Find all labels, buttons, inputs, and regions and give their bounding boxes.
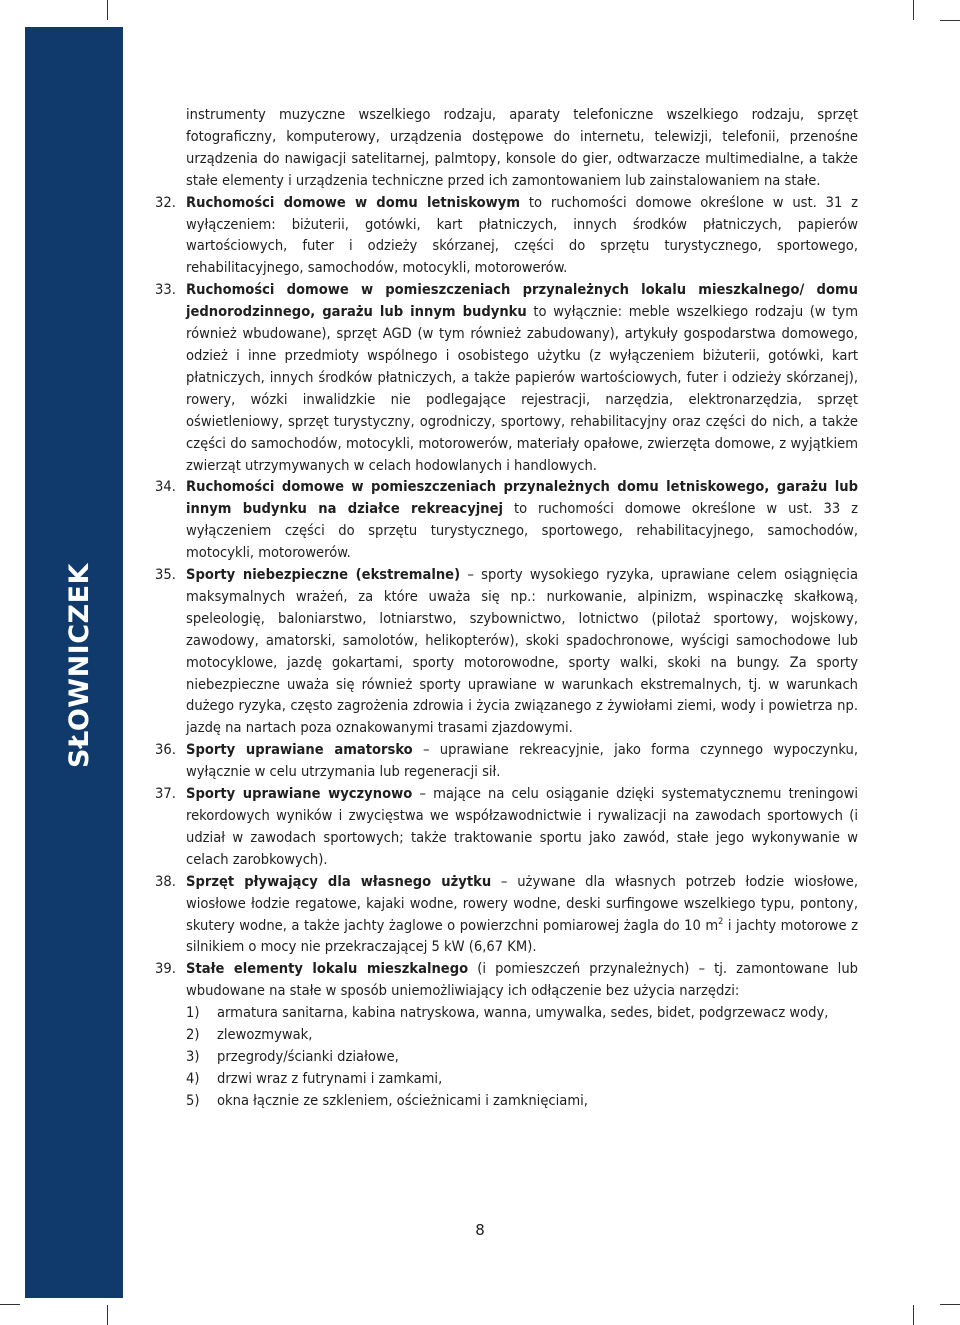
item-term: Ruchomości domowe w pomieszczeniach przynależnych lokalu mieszkalnego/ domu jednorodzinnego, garażu lub innym budynku — [186, 281, 858, 321]
item-term: Stałe elementy lokalu mieszkalnego — [186, 960, 469, 978]
item-definition: to ruchomości domowe określone w ust. 31 z wyłączeniem: biżuterii, gotówki, kart płatniczych, innych środków płatniczych, papierów wartościowych, futer i odzieży skórzanej, części do sprzętu turystycznego, sportowego, rehabilitacyjnego, samochodów, motocykli, motorowerów. — [186, 193, 859, 277]
sub-item-2 — [186, 1024, 858, 1046]
continuation-paragraph: instrumenty muzyczne wszelkiego rodzaju, aparaty telefoniczne wszelkiego rodzaju, sprzęt fotograficzny, komputerowy, urządzenia dostępowe do internetu, telewizji, telefonii, przenośne urządzenia do nawigacji satelitarnej, palmtopy, konsole do gier, odtwarzacze multimedialne, a także stałe elementy i urządzenia techniczne przed ich zamontowaniem lub zainstalowaniem na stałe. — [186, 106, 858, 189]
item-term: Ruchomości domowe w domu letniskowym — [186, 193, 521, 211]
crop-mark — [107, 1305, 108, 1325]
item-definition: – mające na celu osiąganie dzięki systematycznemu treningowi rekordowych wyników i zwycięstwa we współzawodnictwie i rywalizacji na zawodach sportowych (i udział w zawodach sportowych; także traktowanie sportu jako zawód, stałe jego wykonywanie w celach zarobkowych). — [186, 785, 858, 868]
item-number: 39. — [155, 960, 176, 978]
item-number: 32. — [155, 193, 176, 211]
sub-item-3 — [186, 1046, 858, 1068]
page-number: 8 — [475, 1221, 485, 1239]
glossary-item-38 — [155, 871, 858, 959]
sub-item-text: zlewozmywak, — [217, 1026, 313, 1044]
sub-item-number: 3) — [186, 1047, 200, 1065]
item-number: 35. — [155, 566, 176, 584]
item-term: Sprzęt pływający dla własnego użytku — [186, 872, 492, 890]
item-definition-end: i jachty motorowe z silnikiem o mocy nie przekraczającej 5 kW (6,67 KM). — [186, 916, 858, 956]
sub-item-number: 1) — [186, 1004, 200, 1022]
item-definition: to ruchomości domowe określone w ust. 33 z wyłączeniem części do sprzętu turystycznego, sportowego, rehabilitacyjnego, samochodów, motocykli, motorowerów. — [186, 500, 859, 562]
sub-item-number: 4) — [186, 1069, 200, 1087]
sub-item-text: przegrody/ścianki działowe, — [217, 1047, 399, 1065]
sub-item-5 — [186, 1090, 858, 1112]
crop-mark — [940, 20, 960, 21]
sub-item-4 — [186, 1068, 858, 1090]
item-definition: – sporty wysokiego ryzyka, uprawiane celem osiągnięcia maksymalnych wrażeń, za które uważa się np.: nurkowanie, alpinizm, wspinaczkę skałkową, speleologię, baloniarstwo, lotniarstwo, szybownictwo, lotnictwo (pilotaż sportowy, wojskowy, zawodowy, amatorski, samolotów, helikopterów), skoki spadochronowe, wyścigi samochodowe lub motocyklowe, jazdę gokartami, sporty motorowodne, sporty walki, skoki na bungy. Za sporty niebezpieczne uważa się również sporty uprawiane w warunkach ekstremalnych, tj. w warunkach dużego ryzyka, często zagrożenia zdrowia i życia związanego z żywiołami ziemi, wody i powietrza np. jazdę na nartach poza oznakowanymi trasami zjazdowymi. — [186, 566, 858, 737]
sub-item-1 — [186, 1002, 858, 1024]
sub-item-number: 5) — [186, 1091, 200, 1109]
crop-mark — [940, 1304, 960, 1305]
glossary-item-39 — [155, 958, 858, 1002]
sub-item-text: drzwi wraz z futrynami i zamkami, — [217, 1069, 443, 1087]
sub-item-number: 2) — [186, 1026, 200, 1044]
item-number: 33. — [155, 281, 176, 299]
item-definition: (i pomieszczeń przynależnych) – tj. zamontowane lub wbudowane na stałe w sposób uniemożliwiający ich odłączenie bez użycia narzędzi: — [186, 960, 858, 1000]
item-term: Sporty uprawiane amatorsko — [186, 741, 413, 759]
item-definition: – używane dla własnych potrzeb łodzie wiosłowe, wiosłowe łodzie regatowe, kajaki wodne, rowery wodne, deski surfingowe wszelkiego typu, pontony, skutery wodne, a także jachty żaglowe o powierzchni pomiarowej żagla do 10 m — [186, 872, 858, 934]
item-number: 34. — [155, 478, 176, 496]
crop-mark — [913, 0, 914, 20]
glossary-item-33 — [155, 279, 858, 476]
superscript: 2 — [718, 916, 724, 927]
item-definition: – uprawiane rekreacyjnie, jako forma czynnego wypoczynku, wyłącznie w celu utrzymania lub regeneracji sił. — [186, 741, 858, 781]
glossary-item-32 — [155, 192, 859, 280]
sidebar-label-text: SŁOWNICZEK — [63, 562, 95, 768]
item-definition: to wyłącznie: meble wszelkiego rodzaju (w tym również wbudowane), sprzęt AGD (w tym również zabudowany), artykuły gospodarstwa domowego, odzież i inne przedmioty wspólnego i osobistego użytku (z wyłączeniem biżuterii, gotówki, kart płatniczych, innych środków płatniczych, a także papierów wartościowych, futer i odzieży skórzanej), rowery, wózki inwalidzkie nie podlegające rejestracji, narzędzia, elektronarzędzia, sprzęt oświetleniowy, sprzęt turystyczny, ogrodniczy, sportowy, rehabilitacyjny oraz części do nich, a także części do samochodów, motocykli, motorowerów, materiały opałowe, zwierzęta domowe, z wyjątkiem zwierząt utrzymywanych w celach hodowlanych i handlowych. — [186, 303, 858, 474]
item-term: Ruchomości domowe w pomieszczeniach przynależnych domu letniskowego, garażu lub innym budynku na działce rekreacyjnej — [186, 478, 858, 518]
item-term: Sporty uprawiane wyczynowo — [186, 785, 413, 803]
item-number: 38. — [155, 872, 176, 890]
crop-mark — [0, 1304, 20, 1305]
glossary-item-34 — [155, 476, 859, 564]
glossary-item-35 — [155, 564, 858, 739]
item-term: Sporty niebezpieczne (ekstremalne) — [186, 566, 461, 584]
glossary-item-36 — [155, 739, 858, 783]
crop-mark — [913, 1305, 914, 1325]
glossary-content — [155, 104, 859, 1112]
item-number: 36. — [155, 741, 176, 759]
sub-item-text: armatura sanitarna, kabina natryskowa, wanna, umywalka, sedes, bidet, podgrzewacz wody, — [217, 1004, 829, 1022]
item-number: 37. — [155, 785, 176, 803]
sub-item-text: okna łącznie ze szkleniem, ościeżnicami i zamknięciami, — [217, 1091, 588, 1109]
crop-mark — [107, 0, 108, 20]
glossary-item-37 — [155, 783, 858, 871]
sidebar-label — [47, 562, 111, 768]
